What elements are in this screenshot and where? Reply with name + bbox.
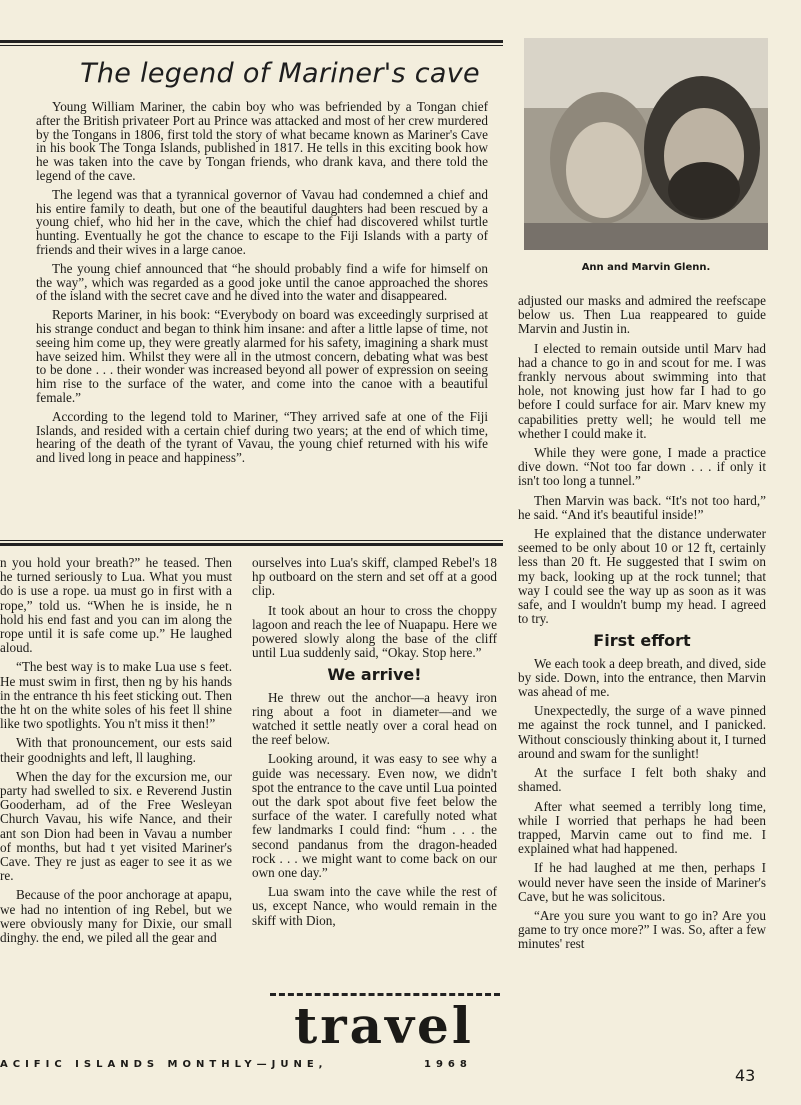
- paragraph: If he had laughed at me then, perhaps I would never have seen the inside of Mariner's Cave, but he was solicitous.: [518, 860, 766, 904]
- page-number: 43: [735, 1066, 756, 1085]
- footer-year: 1968: [424, 1059, 472, 1070]
- top-rule: [0, 40, 503, 43]
- intro-paragraph: The young chief announced that “he should probably find a wife for himself on the way”, which was regarded as a good joke until the canoe approached the shores of the island with the secret cave and he dived into the water and disappeared.: [36, 260, 488, 304]
- intro-paragraph: Reports Mariner, in his book: “Everybody on board was exceedingly surprised at his strange conduct and began to think him insane: and after a little lapse of time, not seeing him come up, they were greatly alarmed for his safety, imagining a shark must have seized him. Whilst they were all in the utmost concern, debating what was best to be done . . . their wonder was increased beyond all power of expression on seeing him rise to the surface of the water, and come into the canoe with a beautiful female.”: [36, 307, 488, 405]
- paragraph: While they were gone, I made a practice dive down. “Not too far down . . . if only it isn't too long a tunnel.”: [518, 445, 766, 489]
- column-middle: [252, 556, 497, 933]
- section-label-travel: travel: [294, 996, 474, 1055]
- paragraph: When the day for the excursion me, our party had swelled to six. e Reverend Justin Gooderham, ad of the Free Wesleyan Church Vavau, his wife Nance, and their ant son Dion had been in Vavau a number of months, but had t yet visited Mariner's Cave. They re just as eager to see it as we re.: [0, 768, 232, 884]
- paragraph: After what seemed a terribly long time, while I worried that perhaps he had been trapped, Marvin came out to find me. I explained what had happened.: [518, 798, 766, 857]
- box-rule: [0, 543, 503, 546]
- photo-illustration: [524, 38, 768, 250]
- box-rule-thin: [0, 540, 503, 541]
- legend-box: [36, 100, 488, 470]
- paragraph: I elected to remain outside until Marv had had a chance to go in and scout for me. I was frankly nervous about swimming into that hole, not knowing just how far I had to go before I could surface for air. Marv knew my capabilities pretty well; he would tell me whether I could make it.: [518, 340, 766, 441]
- paragraph: Looking around, it was easy to see why a guide was necessary. Even now, we didn't spot the entrance to the cave until Lua pointed out the dark spot about five feet below the surface of the water. I carefully noted what few landmarks I could find: “hum . . . the second pandanus from the dragon-headed rock . . . we might want to come back on our own one day.”: [252, 751, 497, 881]
- intro-paragraph: Young William Mariner, the cabin boy who was befriended by a Tongan chief after the British privateer Port au Prince was attacked and most of her crew murdered by the Tongans in 1806, first told the story of what became known as Mariner's Cave in his book The Tonga Islands, published in 1817. He tells in this exciting book how he was taken into the cave by Tongan friends, who drank kava, and there told the legend of the cave.: [36, 99, 488, 183]
- article-title: The legend of Mariner's cave: [80, 58, 480, 89]
- footer-publication: ACIFIC ISLANDS MONTHLY—JUNE,: [0, 1059, 328, 1070]
- photo-caption: Ann and Marvin Glenn.: [581, 262, 711, 273]
- top-rule-thin: [0, 45, 503, 46]
- paragraph: Unexpectedly, the surge of a wave pinned me against the rock tunnel, and I panicked. Without consciously thinking about it, I turned around and swam for the sunlight!: [518, 703, 766, 761]
- paragraph: adjusted our masks and admired the reefscape below us. Then Lua reappeared to guide Marvin and Justin in.: [518, 293, 766, 337]
- paragraph: Then Marvin was back. “It's not too hard,” he said. “And it's beautiful inside!”: [518, 492, 766, 522]
- paragraph: “The best way is to make Lua use s feet. He must swim in first, then ng by his hands in the entrance th his feet sticking out. Then the ht on the white soles of his feet ll shine like two spotlights. You n't miss it then!”: [0, 659, 232, 732]
- photo-ann-marvin: [524, 38, 768, 250]
- intro-paragraph: According to the legend told to Mariner, “They arrived safe at one of the Fiji Islands, and resided with a certain chief during two years; at the end of which time, hearing of the death of the tyrant of Vavau, the young chief returned with his wife and lived long in peace and happiness”.: [36, 408, 488, 466]
- paragraph: n you hold your breath?” he teased. Then he turned seriously to Lua. What you must do is use a rope. ua must go in first with a rope,” told us. “When he is inside, he n hold his end fast and you can im along the rope until it is safe come up.” He laughed aloud.: [0, 555, 232, 656]
- column-left: [0, 556, 232, 950]
- paragraph: He explained that the distance underwater seemed to be only about 10 or 12 ft, certainly less than 20 ft. He suggested that I swim on my back, looking up at the rock tunnel; that way I could see the way up as soon as it was safe, and I wouldn't bump my head. I agreed to try.: [518, 526, 766, 627]
- intro-paragraph: The legend was that a tyrannical governor of Vavau had condemned a chief and his entire family to death, but one of the beautiful daughters had been rescued by a young chief, who hid her in the cave, which the chief had discovered whilst turtle hunting. Eventually he got the chance to escape to the Fiji Islands with a party of friends and their wives in a large canoe.: [36, 186, 488, 257]
- column-right: [518, 294, 766, 957]
- paragraph: At the surface I felt both shaky and shamed.: [518, 765, 766, 795]
- subheading-first-effort: First effort: [593, 631, 691, 651]
- paragraph: Because of the poor anchorage at apapu, we had no intention of ing Rebel, but we were obviously many for Dixie, our small dinghy. the end, we piled all the gear and: [0, 887, 232, 946]
- paragraph: Lua swam into the cave while the rest of us, except Nance, who would remain in the skiff with Dion,: [252, 884, 497, 928]
- paragraph: “Are you sure you want to go in? Are you game to try once more?” I was. So, after a few minutes' rest: [518, 907, 766, 952]
- paragraph: It took about an hour to cross the choppy lagoon and reach the lee of Nuapapu. Here we powered slowly along the base of the cliff until Lua suddenly said, “Okay. Stop here.”: [252, 602, 497, 661]
- paragraph: We each took a deep breath, and dived, side by side. Down, into the entrance, then Marvin was ahead of me.: [518, 655, 766, 700]
- subheading-we-arrive: We arrive!: [327, 665, 422, 685]
- paragraph: He threw out the anchor—a heavy iron ring about a foot in diameter—and we watched it settle neatly over a coral head on the reef below.: [252, 689, 497, 748]
- paragraph: With that pronouncement, our ests said their goodnights and left, ll laughing.: [0, 735, 232, 765]
- paragraph: ourselves into Lua's skiff, clamped Rebel's 18 hp outboard on the stern and set off at a good clip.: [252, 555, 497, 599]
